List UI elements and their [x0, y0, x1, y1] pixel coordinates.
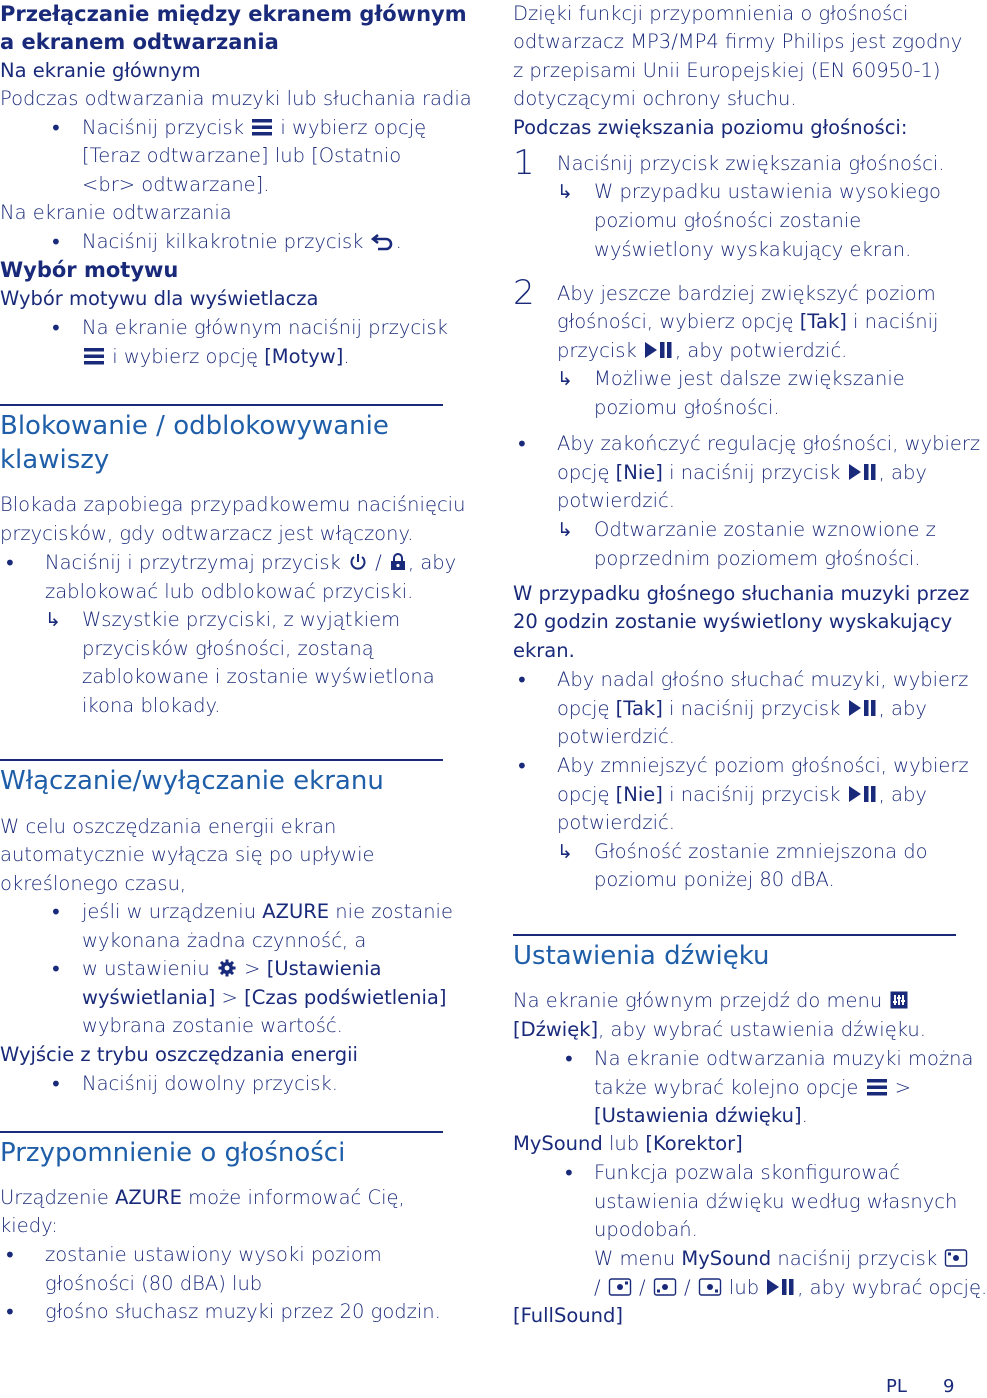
footer-page-number: 9	[943, 1376, 955, 1397]
heading-switch-screens: Przełączanie między ekranem głównym	[0, 2, 467, 26]
play-pause-icon	[645, 341, 673, 359]
text-line: Naciśnij przycisk zwiększania głośności.	[557, 152, 945, 175]
text-line: poziomu głośności.	[594, 396, 780, 419]
play-pause-icon	[849, 699, 877, 717]
text-line: także wybrać kolejno opcje >	[594, 1076, 912, 1099]
section-title-key-lock: Blokowanie / odblokowywanie	[0, 411, 389, 441]
text-line: Naciśnij przycisk i wybierz opcję	[82, 116, 427, 139]
play-pause-icon	[849, 785, 877, 803]
text-line: Podczas odtwarzania muzyki lub słuchania radia	[0, 87, 472, 110]
bullet: •	[516, 432, 528, 456]
text-line: Urządzenie AZURE może informować Cię,	[0, 1186, 405, 1209]
text-line: ikona blokady.	[82, 694, 221, 717]
step-number: 2	[513, 273, 535, 313]
text-line: Dzięki funkcji przypomnienia o głośności	[513, 2, 909, 25]
subheading-20-hours-3: ekran.	[513, 639, 575, 662]
text-line: Aby jeszcze bardziej zwiększyć poziom	[557, 282, 936, 305]
text-line: jeśli w urządzeniu AZURE nie zostanie	[82, 900, 453, 923]
text-line: Na ekranie głównym naciśnij przycisk	[82, 316, 448, 339]
text-line: dotyczącymi ochrony słuchu.	[513, 87, 797, 110]
mysound-key-icon	[945, 1249, 967, 1267]
text-line: opcję [Tak] i naciśnij przycisk , aby	[557, 697, 927, 720]
text-line: Aby zmniejszyć poziom głośności, wybierz	[557, 754, 969, 777]
text-line: [Ustawienia dźwięku].	[594, 1104, 808, 1127]
step-number: 1	[513, 143, 535, 183]
text-line: opcję [Nie] i naciśnij przycisk , aby	[557, 783, 927, 806]
text-line: poziomu poniżej 80 dBA.	[594, 868, 835, 891]
text-line: Naciśnij i przytrzymaj przycisk / , aby	[45, 551, 457, 574]
settings-gear-icon	[218, 959, 236, 977]
subheading-theme: Wybór motywu dla wyświetlacza	[0, 287, 319, 310]
text-line: i wybierz opcję [Motyw].	[82, 343, 350, 371]
text-line: Głośność zostanie zmniejszona do	[594, 840, 928, 863]
bullet: •	[50, 957, 62, 981]
section-rule	[0, 1131, 443, 1133]
text-line: poziomu głośności zostanie	[594, 209, 862, 232]
bullet: •	[50, 1072, 62, 1096]
text-line: odtwarzacz MP3/MP4 firmy Philips jest zgodny	[513, 30, 963, 53]
mysound-key-icon	[654, 1278, 676, 1296]
text-line: [FullSound]	[513, 1304, 623, 1327]
text-line: [Dźwięk], aby wybrać ustawienia dźwięku.	[513, 1018, 926, 1041]
power-icon	[349, 553, 367, 571]
text-line: Na ekranie głównym przejdź do menu	[513, 987, 910, 1015]
text-line: wyświetlania] > [Czas podświetlenia]	[82, 986, 447, 1009]
text-line: zablokować lub odblokować przyciski.	[45, 580, 414, 603]
text-line: głośności, wybierz opcję [Tak] i naciśnij	[557, 310, 939, 333]
text-line: <br> odtwarzane].	[82, 173, 270, 196]
text-line: określonego czasu,	[0, 872, 187, 895]
text-line: Aby nadal głośno słuchać muzyki, wybierz	[557, 668, 969, 691]
subheading-exit-power-save: Wyjście z trybu oszczędzania energii	[0, 1043, 358, 1066]
text-line: potwierdzić.	[557, 811, 675, 834]
section-rule	[0, 404, 443, 406]
text-line: opcję [Nie] i naciśnij przycisk , aby	[557, 461, 927, 484]
footer-language: PL	[886, 1376, 907, 1397]
text-line: Na ekranie odtwarzania muzyki można	[594, 1047, 974, 1070]
section-title-screen-onoff: Włączanie/wyłączanie ekranu	[0, 766, 384, 796]
bullet: •	[563, 1161, 575, 1185]
play-pause-icon	[767, 1278, 795, 1296]
text-line: wyświetlony wyskakujący ekran.	[594, 238, 912, 261]
result-arrow: ↳	[557, 181, 573, 203]
heading-switch-screens-2: a ekranem odtwarzania	[0, 30, 279, 54]
text-line: automatycznie wyłącza się po upływie	[0, 843, 375, 866]
bullet: •	[4, 1300, 16, 1324]
subheading-20-hours-2: 20 godzin zostanie wyświetlony wyskakujący	[513, 610, 953, 633]
text-line: kiedy:	[0, 1214, 58, 1237]
text-line: w ustawieniu > [Ustawienia	[82, 957, 382, 980]
text-line: przycisków, gdy odtwarzacz jest włączony.	[0, 522, 414, 545]
text-line: Możliwe jest dalsze zwiększanie	[594, 367, 905, 390]
menu-icon	[867, 1078, 887, 1096]
text-line: ustawienia dźwięku według własnych	[594, 1190, 958, 1213]
bullet: •	[50, 900, 62, 924]
play-pause-icon	[849, 463, 877, 481]
text-line: Naciśnij kilkakrotnie przycisk .	[82, 230, 402, 253]
bullet: •	[516, 754, 528, 778]
text-line: W menu MySound naciśnij przycisk	[594, 1245, 969, 1273]
bullet: •	[516, 668, 528, 692]
heading-theme: Wybór motywu	[0, 258, 179, 282]
text-line: MySound lub [Korektor]	[513, 1132, 743, 1155]
subheading-volume-up: Podczas zwiększania poziomu głośności:	[513, 116, 908, 139]
text-line: głośności (80 dBA) lub	[45, 1272, 263, 1295]
result-arrow: ↳	[45, 609, 61, 631]
text-line: Odtwarzanie zostanie wznowione z	[594, 518, 936, 541]
text-line: przycisków głośności, zostaną	[82, 637, 374, 660]
text-line: Naciśnij dowolny przycisk.	[82, 1072, 338, 1095]
result-arrow: ↳	[557, 841, 573, 863]
text-line: / / / lub , aby wybrać opcję.	[594, 1276, 987, 1299]
mysound-key-icon	[699, 1278, 721, 1296]
result-arrow: ↳	[557, 519, 573, 541]
text-line: zablokowane i zostanie wyświetlona	[82, 665, 435, 688]
back-icon	[372, 232, 394, 250]
text-line: Funkcja pozwala skonfigurować	[594, 1161, 900, 1184]
text-line: zostanie ustawiony wysoki poziom	[45, 1243, 382, 1266]
section-rule	[0, 759, 443, 761]
text-line: z przepisami Unii Europejskiej (EN 60950-1)	[513, 59, 941, 82]
text-line: potwierdzić.	[557, 489, 675, 512]
equalizer-menu-icon	[890, 991, 908, 1009]
subheading-20-hours: W przypadku głośnego słuchania muzyki przez	[513, 582, 970, 605]
text-line: poprzednim poziomem głośności.	[594, 547, 921, 570]
text-line: potwierdzić.	[557, 725, 675, 748]
bullet: •	[4, 551, 16, 575]
text-line: głośno słuchasz muzyki przez 20 godzin.	[45, 1300, 441, 1323]
subheading-main-screen: Na ekranie głównym	[0, 59, 201, 82]
section-rule	[513, 934, 956, 936]
text-line: Blokada zapobiega przypadkowemu naciśnięciu	[0, 493, 466, 516]
text-line: upodobań.	[594, 1218, 698, 1241]
section-title-key-lock-2: klawiszy	[0, 445, 110, 475]
text-line: przycisk , aby potwierdzić.	[557, 339, 848, 362]
lock-icon	[390, 553, 406, 571]
bullet: •	[50, 116, 62, 140]
menu-icon	[84, 347, 104, 365]
text-line: wykonana żadna czynność, a	[82, 929, 367, 952]
text-line: Wszystkie przyciski, z wyjątkiem	[82, 608, 401, 631]
bullet: •	[50, 230, 62, 254]
bullet: •	[4, 1243, 16, 1267]
text-line: [Teraz odtwarzane] lub [Ostatnio	[82, 144, 402, 167]
result-arrow: ↳	[557, 368, 573, 390]
bullet: •	[50, 316, 62, 340]
mysound-key-icon	[609, 1278, 631, 1296]
menu-icon	[252, 118, 272, 136]
text-line: Aby zakończyć regulację głośności, wybierz	[557, 432, 981, 455]
bullet: •	[563, 1047, 575, 1071]
section-title-volume-reminder: Przypomnienie o głośności	[0, 1138, 346, 1168]
text-line: W przypadku ustawienia wysokiego	[594, 180, 941, 203]
section-title-sound-settings: Ustawienia dźwięku	[513, 941, 770, 971]
text-line: wybrana zostanie wartość.	[82, 1014, 343, 1037]
subheading-playback-screen: Na ekranie odtwarzania	[0, 201, 232, 224]
text-line: W celu oszczędzania energii ekran	[0, 815, 337, 838]
